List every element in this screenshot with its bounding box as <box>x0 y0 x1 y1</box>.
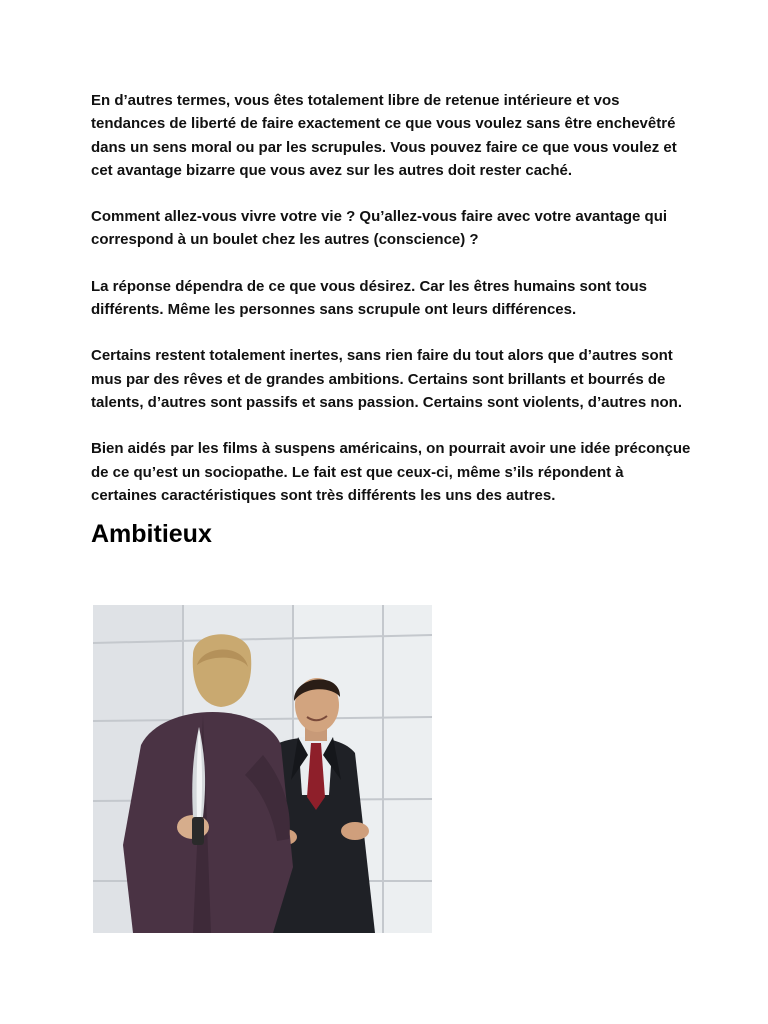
photo-illustration <box>93 605 432 933</box>
office-photo <box>93 605 432 933</box>
paragraph-5: Bien aidés par les films à suspens américains, on pourrait avoir une idée préconçue de ce qu’est un sociopathe. Le fait est que ceux-ci, même s’ils répondent à certaines caractéristiques sont très différents les uns des autres. <box>91 440 691 504</box>
paragraph-2: Comment allez-vous vivre votre vie ? Qu’allez-vous faire avec votre avantage qui correspond à un boulet chez les autres (conscience) ? <box>91 208 668 249</box>
paragraph-1: En d’autres termes, vous êtes totalement libre de retenue intérieure et vos tendances de liberté de faire exactement ce que vous voulez sans être enchevêtré dans un sens moral ou par les scrupules. Vous pouvez faire ce que vous voulez et cet avantage bizarre que vous avez sur les autres doit rester caché. <box>91 92 677 179</box>
paragraph-4: Certains restent totalement inertes, sans rien faire du tout alors que d’autres sont mus par des rêves et de grandes ambitions. Certains sont brillants et bourrés de talents, d’autres sont passifs et sans passion. Certains sont violents, d’autres non. <box>91 347 682 411</box>
section-heading: Ambitieux <box>91 520 212 549</box>
paragraph-3: La réponse dépendra de ce que vous désirez. Car les êtres humains sont tous différents. Même les personnes sans scrupule ont leurs différences. <box>91 277 648 319</box>
document-body <box>91 89 691 555</box>
